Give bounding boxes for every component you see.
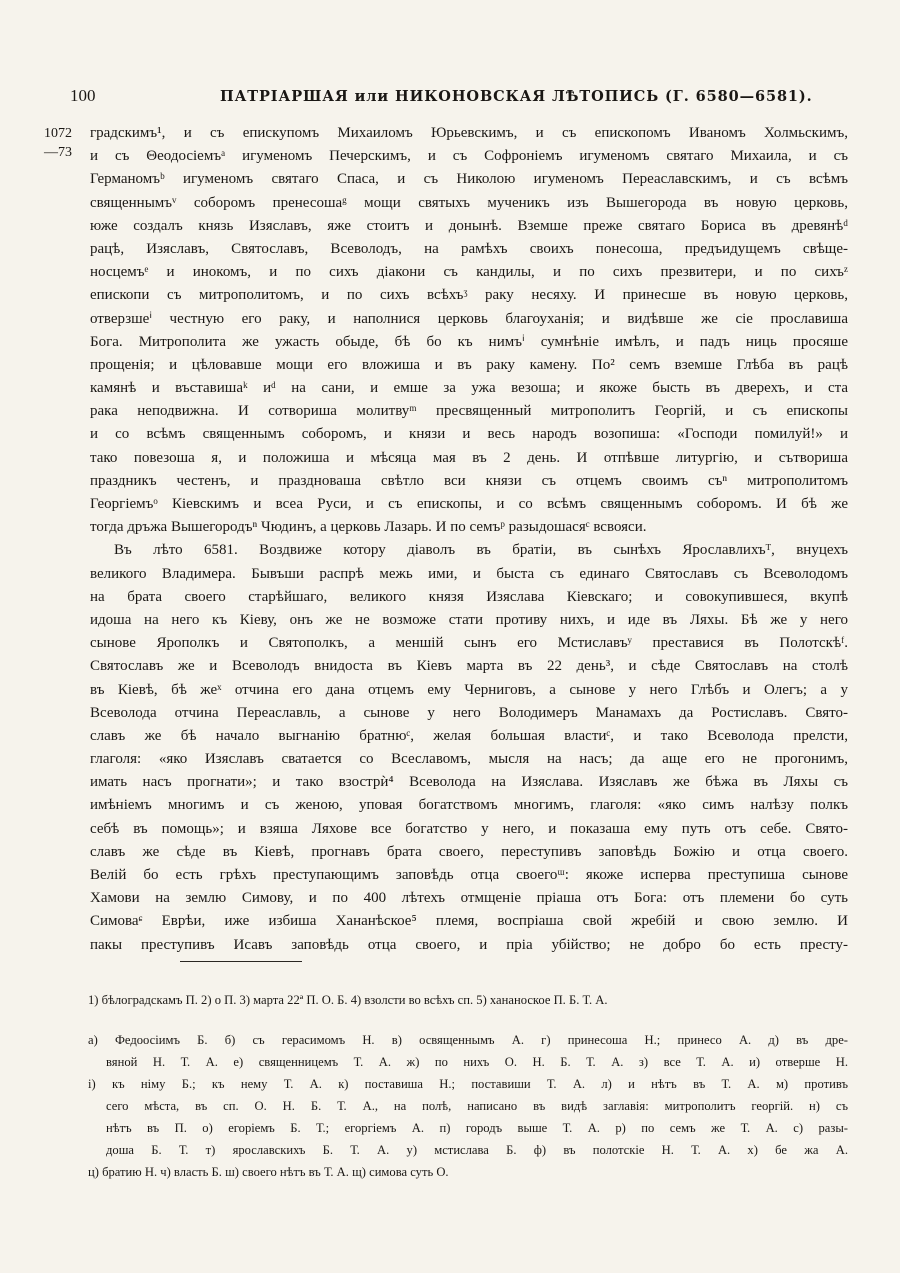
text-line: имать насъ прогнати»; и тако взострѝ⁴ Всеволода на Изяслава. Изяславъ же бѣжа въ Ляхы съ bbox=[90, 774, 848, 791]
text-line: епископи съ митрополитомъ, и по сихъ всѣхъᶾ раку несяху. И принесше въ новую церковь, bbox=[90, 287, 848, 304]
page-number: 100 bbox=[70, 86, 96, 105]
footnote-line: і) къ німу Б.; къ нему Т. А. к) поставиша Н.; поставиши Т. А. л) и нѣтъ въ Т. А. м) противъ bbox=[88, 1077, 848, 1091]
text-line: рацѣ, Изяславъ, Святославъ, Всеволодъ, на рамѣхъ своихъ понесоша, предъидущемъ свѣще- bbox=[90, 240, 848, 257]
text-line: отверзшеⁱ честную его раку, и наполнися церковь благоуханія; и видѣвше же сіе прославиша bbox=[90, 310, 848, 327]
footnote-line: сего мѣста, въ сп. О. Н. Б. Т. А., на полѣ, написано въ видѣ заглавія: митрополитъ георгій. н) съ bbox=[106, 1099, 848, 1113]
text-line: и со всѣмъ священнымъ соборомъ, и князи и весь народъ возопиша: «Господи помилуй!» и bbox=[90, 426, 848, 443]
text-line: имѣніемъ многимъ и съ женою, уповая богатствомъ многимъ, глаголя: «яко симъ налѣзу полкъ bbox=[90, 797, 848, 814]
text-line: Георгіемъᵒ Кіевскимъ и всеа Руси, и съ епископы, и со всѣмъ священнымъ соборомъ. И бѣ же bbox=[90, 496, 848, 512]
text-line: носцемъᵉ и инокомъ, и по сихъ діакони съ кандилы, и по сихъ презвитери, и по сихъᶻ bbox=[90, 264, 848, 281]
text-line: праздникъ честенъ, и праздноваша свѣтло вси князи съ отцемъ своимъ съⁿ митрополитомъ bbox=[90, 472, 848, 489]
text-line: въ Кіевѣ, бѣ жеˣ отчина его дана отцемъ ему Черниговъ, а сынове у него Глѣбъ и Олегъ; а у bbox=[90, 681, 848, 698]
text-line: Германомъᵇ игуменомъ святаго Спаса, и съ Николою игуменомъ Переаславскимъ, и съ всѣмъ bbox=[90, 171, 848, 188]
footnote-line: вяной Н. Т. А. е) священницемъ Т. А. ж) по нихъ О. Н. Б. Т. А. з) все Т. А. и) отверше Н. bbox=[106, 1055, 848, 1069]
footnote-rule bbox=[180, 961, 302, 962]
text-line: градскимъ¹, и съ епискупомъ Михаиломъ Юрьевскимъ, и съ епископомъ Иваномъ Холмьскимъ, bbox=[90, 125, 848, 141]
text-line: идоша на него къ Кіеву, онъ же не возможе стати противу нихъ, и иде въ Ляхы. Бѣ же у него bbox=[90, 611, 848, 628]
text-line: Въ лѣто 6581. Воздвиже котору діаволъ въ братіи, въ сынѣхъ Ярославлихъᵀ, внуцехъ bbox=[114, 542, 848, 559]
text-line: великого Владимера. Бывъши распрѣ межь ими, и быста съ единаго Святославъ съ Всеволодомъ bbox=[90, 565, 848, 582]
text-line: Хамови на землю Симову, и по 400 лѣтехъ отмщеніе пріаша отъ Бога: отъ племени бо суть bbox=[90, 890, 848, 907]
text-line: тогда дръжа Вышегородъⁿ Чюдинъ, а церковь Лазарь. И по семъᵖ разыдошасяᶜ всвояси. bbox=[90, 519, 647, 536]
footnote-line: а) Федоосіимъ Б. б) съ герасимомъ Н. в) освященнымъ А. г) принесоша Н.; принесо А. д) въ дре- bbox=[88, 1033, 848, 1047]
text-line: Святославъ же и Всеволодъ внидоста въ Кіевъ марта въ 22 день³, и сѣде Святославъ на столѣ bbox=[90, 658, 848, 675]
text-line: и съ Θеодосіемъᵃ игуменомъ Печерскимъ, и съ Софроніемъ игуменомъ святаго Михаила, и съ bbox=[90, 148, 848, 165]
main-text bbox=[90, 122, 848, 957]
numbered-footnotes bbox=[88, 989, 848, 1011]
text-line: священнымъᵛ соборомъ пренесошаᵍ мощи святыхъ мученикъ изъ Вышегорода въ новую церковь, bbox=[90, 194, 848, 211]
text-line: камянѣ и въставишаᵏ иᵈ на сани, и емше за ужа везоша; и якоже бысть въ дверехъ, и ста bbox=[90, 380, 848, 397]
margin-year-top: 1072 bbox=[44, 126, 72, 141]
text-line: на брата своего старѣйшаго, великого князя Изяслава Кіевскаго; и совокупившеся, вкупѣ bbox=[90, 588, 848, 605]
footnote-line: нѣтъ въ П. о) егоріемъ Б. Т.; егоргіемъ А. п) городъ выше Т. А. р) по семъ же Т. А. с) разы- bbox=[106, 1121, 848, 1135]
text-line: пакы преступивъ Исавъ заповѣдь отца своего, и пріа убійство; не добро бо есть престу- bbox=[90, 936, 848, 953]
text-line: Велій бо есть грѣхъ преступающимъ заповѣдь отца своегоᵚ: якоже исперва преступиша сынове bbox=[90, 867, 848, 883]
text-line: Симоваᶝ Еврѣи, иже избиша Хананѣское⁵ племя, воспріаша свой жребій и свою землю. И bbox=[90, 913, 848, 930]
text-line: славъ же бѣ начало выгнанію братнюᶜ, желая большая властиᶜ, и тако Всеволода прелсти, bbox=[90, 727, 848, 744]
running-title: ПАТРІАРШАЯ или НИКОНОВСКАЯ ЛѢТОПИСЬ (Г. 6580—6581). bbox=[220, 88, 813, 105]
text-line: тако повезоша я, и положиша и мѣсяца мая въ 2 день. И отпѣвше литургію, и сътвориша bbox=[90, 449, 848, 466]
text-line: рака неподвижна. И сотвориша молитвуᵐ пресвященный митрополитъ Георгій, и съ епископы bbox=[90, 403, 848, 420]
text-line: себѣ въ помощь»; и взяша Ляхове все богатство у него, и показаша ему путь отъ себе. Свято- bbox=[90, 820, 848, 837]
footnote-line: ц) братию Н. ч) власть Б. ш) своего нѣтъ въ Т. А. щ) симова суть О. bbox=[88, 1165, 449, 1179]
text-line: сынове Ярополкъ и Святополкъ, а меншій сынъ его Мстиславъʸ преставися въ Полотскѣᶠ. bbox=[90, 635, 848, 652]
footnote-line: 1) бѣлоградскамъ П. 2) о П. 3) марта 22ª П. О. Б. 4) взолсти во всѣхъ сп. 5) хананоское П. Б. Т. А. bbox=[88, 993, 608, 1007]
lettered-footnotes bbox=[88, 1029, 848, 1183]
text-line: прощенія; и цѣловавше мощи его вложиша и въ раку камену. По² семъ вземше Глѣба въ рацѣ bbox=[90, 356, 848, 373]
footnote-line: доша Б. Т. т) ярославскихъ Б. Т. А. у) мстислава Б. ф) въ полотскіе Н. Т. А. х) бе жа А. bbox=[106, 1143, 848, 1157]
text-line: Всеволода отчина Переаславль, а сынове у него Володимеръ Манамахъ да Ростиславъ. Свято- bbox=[90, 704, 848, 721]
running-head bbox=[70, 86, 850, 110]
text-line: юже создалъ князь Изяславъ, яже стоитъ и донынѣ. Вземше преже святаго Бориса въ древянѣᵈ bbox=[90, 217, 848, 234]
text-line: глаголя: «яко Изяславъ сватается со Всеславомъ, мысля на насъ; да аще его не прогонимъ, bbox=[90, 751, 848, 768]
text-line: славъ же сѣде въ Кіевѣ, прогнавъ брата своего, переступивъ заповѣдь Божію и отца своего. bbox=[90, 843, 848, 860]
margin-year-bottom: —73 bbox=[44, 145, 72, 160]
text-line: Бога. Митрополита же ужасть обыде, бѣ бо къ нимъⁱ сумнѣніе имѣлъ, и падъ ниць просяше bbox=[90, 333, 848, 350]
